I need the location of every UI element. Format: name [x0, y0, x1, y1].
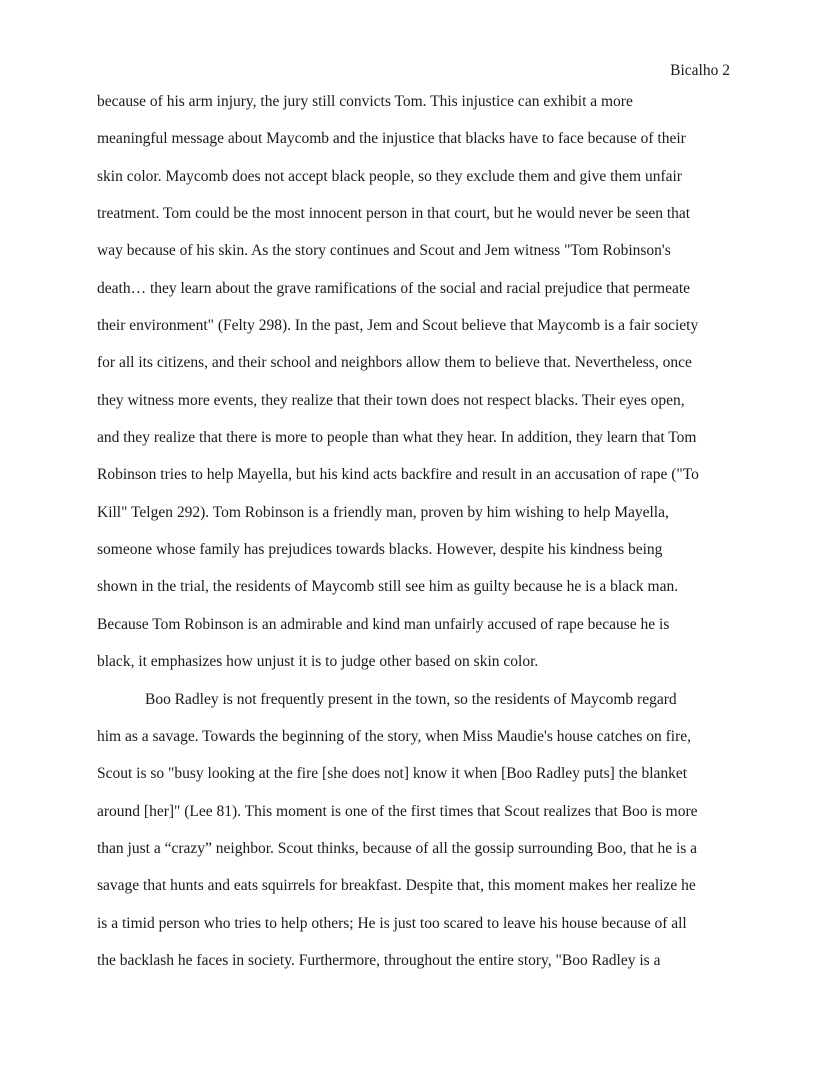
text-line: skin color. Maycomb does not accept black people, so they exclude them and give them unfair — [97, 167, 682, 185]
text-line: than just a “crazy” neighbor. Scout thinks, because of all the gossip surrounding Boo, that he is a — [97, 839, 698, 857]
text-line: Because Tom Robinson is an admirable and kind man unfairly accused of rape because he is — [97, 615, 670, 633]
text-line: savage that hunts and eats squirrels for breakfast. Despite that, this moment makes her realize he — [97, 877, 696, 895]
essay-body — [97, 90, 747, 986]
text-line: shown in the trial, the residents of Maycomb still see him as guilty because he is a black man. — [97, 578, 679, 596]
text-line: because of his arm injury, the jury still convicts Tom. This injustice can exhibit a more — [97, 93, 633, 110]
text-line: meaningful message about Maycomb and the injustice that blacks have to face because of their — [97, 130, 686, 148]
text-line: treatment. Tom could be the most innocent person in that court, but he would never be seen that — [97, 205, 691, 223]
text-line: Robinson tries to help Mayella, but his kind acts backfire and result in an accusation of rape ("To — [97, 466, 699, 484]
paragraph-start-line: Boo Radley is not frequently present in the town, so the residents of Maycomb regard — [145, 690, 677, 708]
text-line: and they realize that there is more to people than what they hear. In addition, they learn that Tom — [97, 429, 697, 447]
text-line: someone whose family has prejudices towards blacks. However, despite his kindness being — [97, 541, 663, 559]
text-line: is a timid person who tries to help others; He is just too scared to leave his house because of all — [97, 914, 687, 932]
text-line: their environment" (Felty 298). In the past, Jem and Scout believe that Maycomb is a fair society — [97, 317, 699, 335]
text-line: him as a savage. Towards the beginning of the story, when Miss Maudie's house catches on fire, — [97, 727, 692, 745]
text-line: around [her]" (Lee 81). This moment is one of the first times that Scout realizes that Boo is more — [97, 802, 698, 820]
text-line: way because of his skin. As the story continues and Scout and Jem witness "Tom Robinson's — [97, 242, 671, 260]
text-line: death… they learn about the grave ramifications of the social and racial prejudice that permeate — [97, 279, 691, 297]
text-line: Scout is so "busy looking at the fire [she does not] know it when [Boo Radley puts] the blanket — [97, 765, 688, 783]
running-head: Bicalho 2 — [670, 62, 730, 79]
text-line: Kill" Telgen 292). Tom Robinson is a friendly man, proven by him wishing to help Mayella, — [97, 503, 669, 521]
text-line: for all its citizens, and their school and neighbors allow them to believe that. Nevertheless, once — [97, 354, 692, 372]
text-line: they witness more events, they realize that their town does not respect blacks. Their eyes open, — [97, 391, 685, 409]
text-line: black, it emphasizes how unjust it is to judge other based on skin color. — [97, 653, 539, 671]
text-line: the backlash he faces in society. Furthermore, throughout the entire story, "Boo Radley is a — [97, 951, 661, 969]
